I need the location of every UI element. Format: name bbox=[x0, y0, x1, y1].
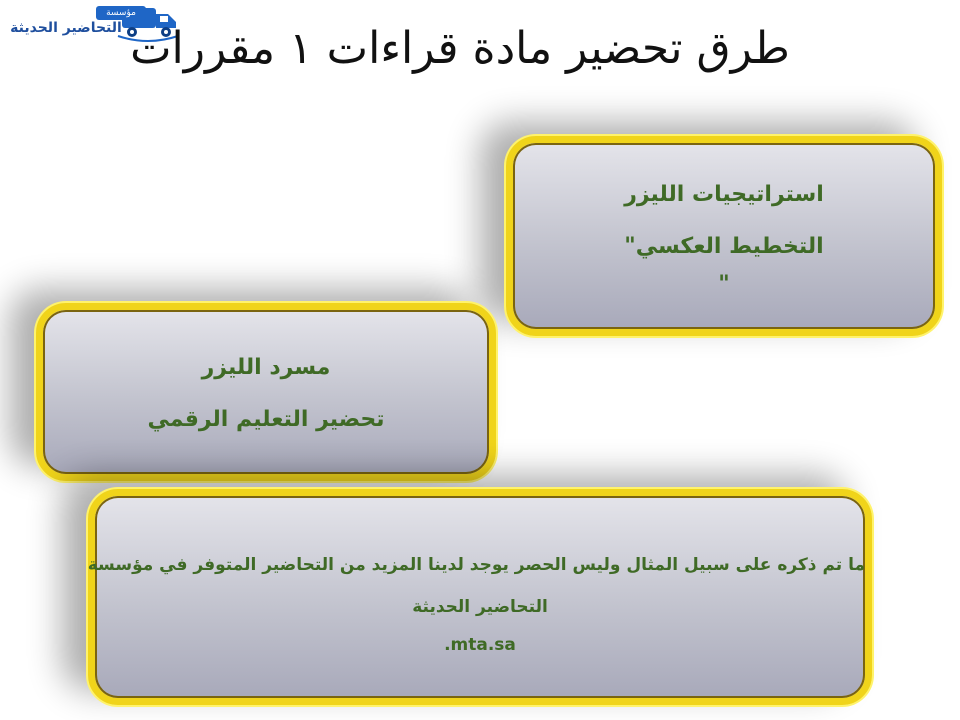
card-more-info bbox=[88, 489, 872, 705]
card-line: مسرد الليزر bbox=[201, 355, 331, 380]
logo-name: التحاضير الحديثة bbox=[10, 20, 122, 36]
card-line: " bbox=[718, 272, 730, 297]
card-line: التحاضير الحديثة bbox=[412, 597, 548, 617]
card-strategies bbox=[506, 136, 942, 336]
card-line: التخطيط العكسي" bbox=[624, 234, 824, 259]
page-title: طرق تحضير مادة قراءات ١ مقررات bbox=[130, 23, 790, 74]
card-glossary bbox=[36, 303, 496, 481]
card-line: استراتيجيات الليزر bbox=[624, 182, 824, 207]
website-link[interactable]: .mta.sa bbox=[444, 635, 516, 655]
card-line: تحضير التعليم الرقمي bbox=[147, 407, 385, 432]
logo-subtitle: مؤسسة bbox=[96, 6, 146, 20]
card-line: ما تم ذكره على سبيل المثال وليس الحصر يوجد لدينا المزيد من التحاضير المتوفر في مؤسسة bbox=[87, 555, 865, 575]
